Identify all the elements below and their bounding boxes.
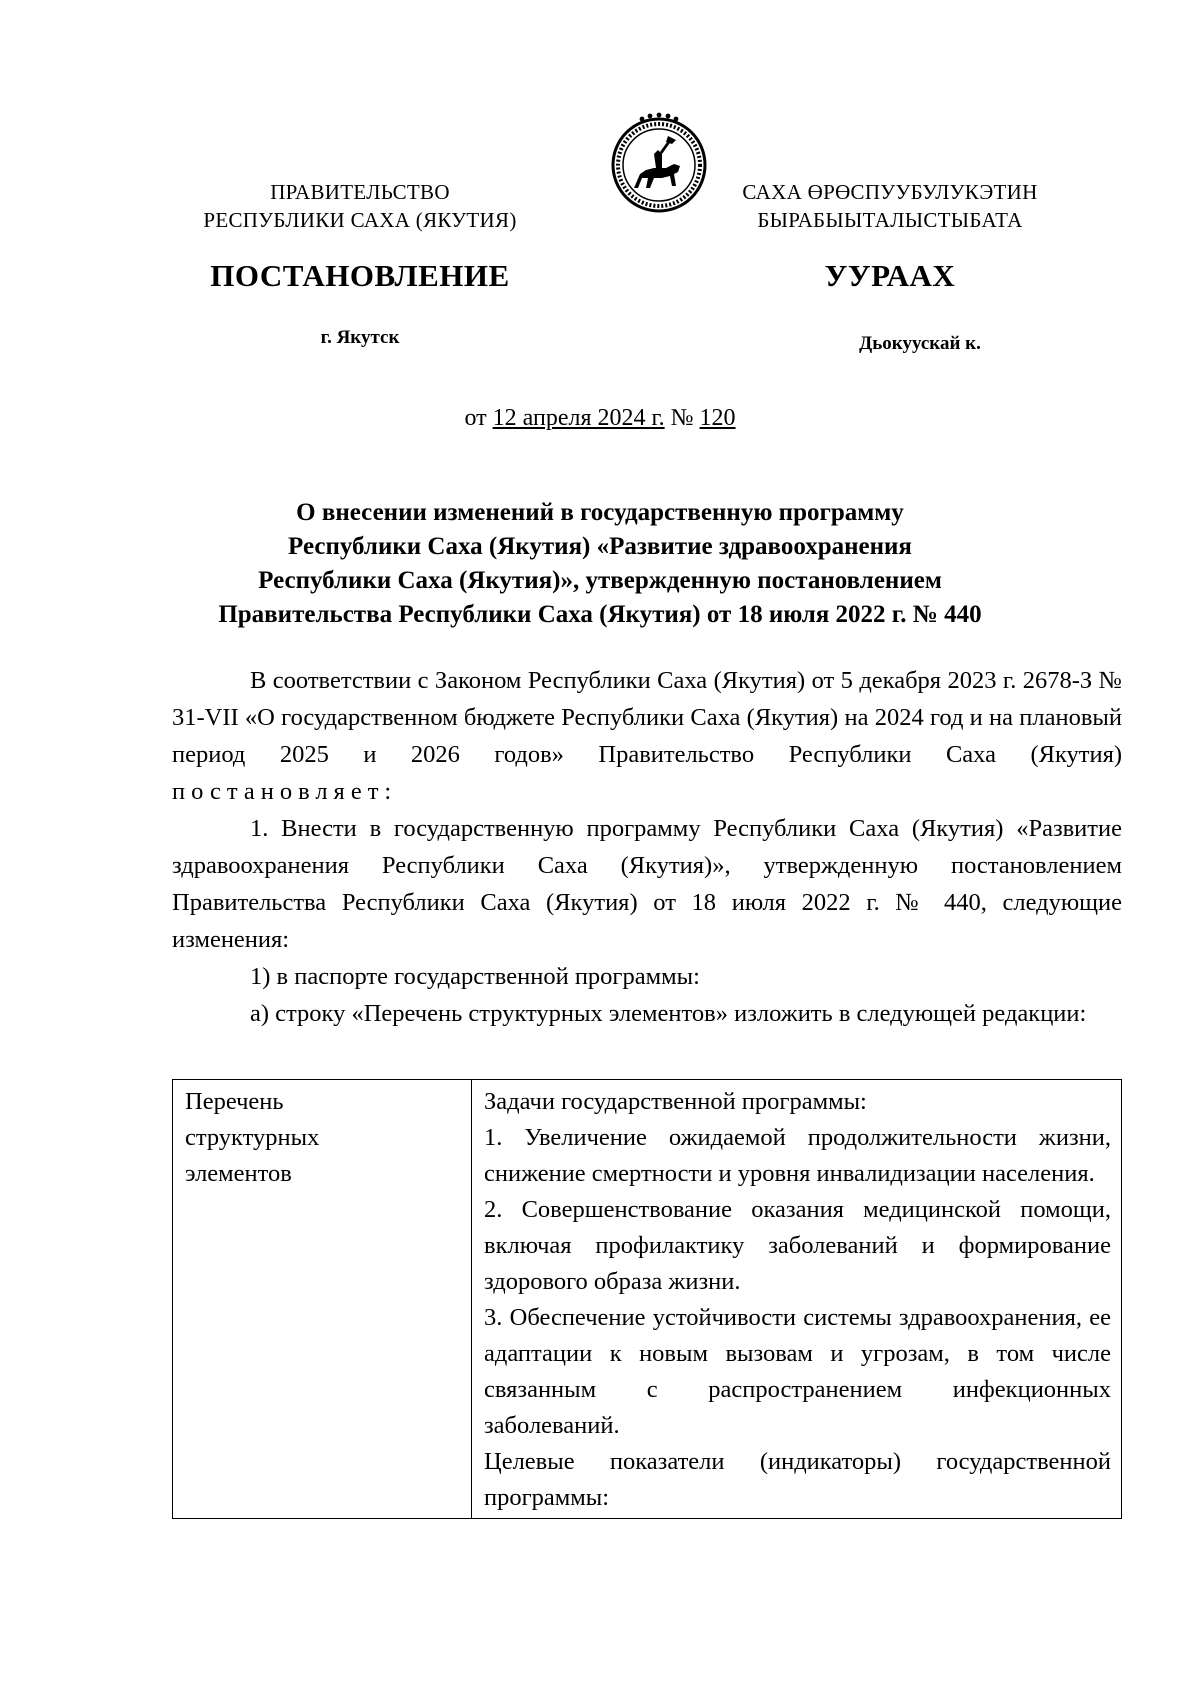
targets-heading: Целевые показатели (индикаторы) государственной программы: [484,1448,1111,1511]
left-cell-text: Перечень структурных элементов [185,1088,320,1187]
city-ru: г. Якутск [320,327,400,348]
date-prefix: от [464,405,487,431]
doc-type-sah: УУРААХ [824,258,956,293]
item-1: 1. Внести в государственную программу Республики Саха (Якутия) «Развитие здравоохранения Республики Саха (Якутия)», утвержденную постановлением Правительства Республики Саха (Якутия) от 18 июля 2022 г. № 440, следующие изменения: [172,815,1122,953]
table-row [173,1080,1122,1519]
right-org-line2: БЫРАБЫЫТАЛЫСТЫБАТА [757,208,1023,232]
left-org-name [160,178,560,234]
title-line: Республики Саха (Якутия) «Развитие здравоохранения [288,533,912,560]
right-org-name [690,178,1090,234]
item-1-1-a: а) строку «Перечень структурных элементов» изложить в следующей редакции: [250,1000,1087,1027]
preamble-text: В соответствии с Законом Республики Саха (Якутия) от 5 декабря 2023 г. 2678-З № 31-VII «О государственном бюджете Республики Саха (Якутия) на 2024 год и на плановый период 2025 и 2026 годов» Правительство Республики Саха (Якутия) [172,667,1122,768]
decree-number: 120 [699,405,736,431]
decree-body [172,662,1122,1032]
table-cell-content [472,1080,1122,1519]
doc-type-ru: ПОСТАНОВЛЕНИЕ [210,258,510,293]
left-org-line1: ПРАВИТЕЛЬСТВО [270,180,450,204]
title-line: О внесении изменений в государственную программу [296,499,904,526]
task-item: 1. Увеличение ожидаемой продолжительности жизни, снижение смертности и уровня инвалидизации населения. [484,1124,1111,1187]
task-item: 2. Совершенствование оказания медицинской помощи, включая профилактику заболеваний и формирование здорового образа жизни. [484,1196,1111,1295]
decree-title [150,496,1050,632]
city-sah: Дьокуускай к. [859,333,981,354]
task-item: 3. Обеспечение устойчивости системы здравоохранения, ее адаптации к новым вызовам и угрозам, в том числе связанным с распространением инфекционных заболеваний. [484,1304,1111,1439]
structure-table [172,1079,1122,1519]
right-org-line1: САХА ӨРӨСПУУБУЛУКЭТИН [742,180,1038,204]
decree-word: постановляет: [172,778,398,805]
number-sign: № [670,405,694,431]
preamble [172,662,1122,810]
item-1-1: 1) в паспорте государственной программы: [250,963,700,990]
decree-date: 12 апреля 2024 г. [492,405,665,431]
title-line: Правительства Республики Саха (Якутия) от 18 июля 2022 г. № 440 [218,601,982,628]
title-line: Республики Саха (Якутия)», утвержденную постановлением [258,567,942,594]
tasks-heading: Задачи государственной программы: [484,1088,867,1115]
date-line [300,405,900,432]
left-org-line2: РЕСПУБЛИКИ САХА (ЯКУТИЯ) [203,208,517,232]
table-cell-label [173,1080,472,1519]
